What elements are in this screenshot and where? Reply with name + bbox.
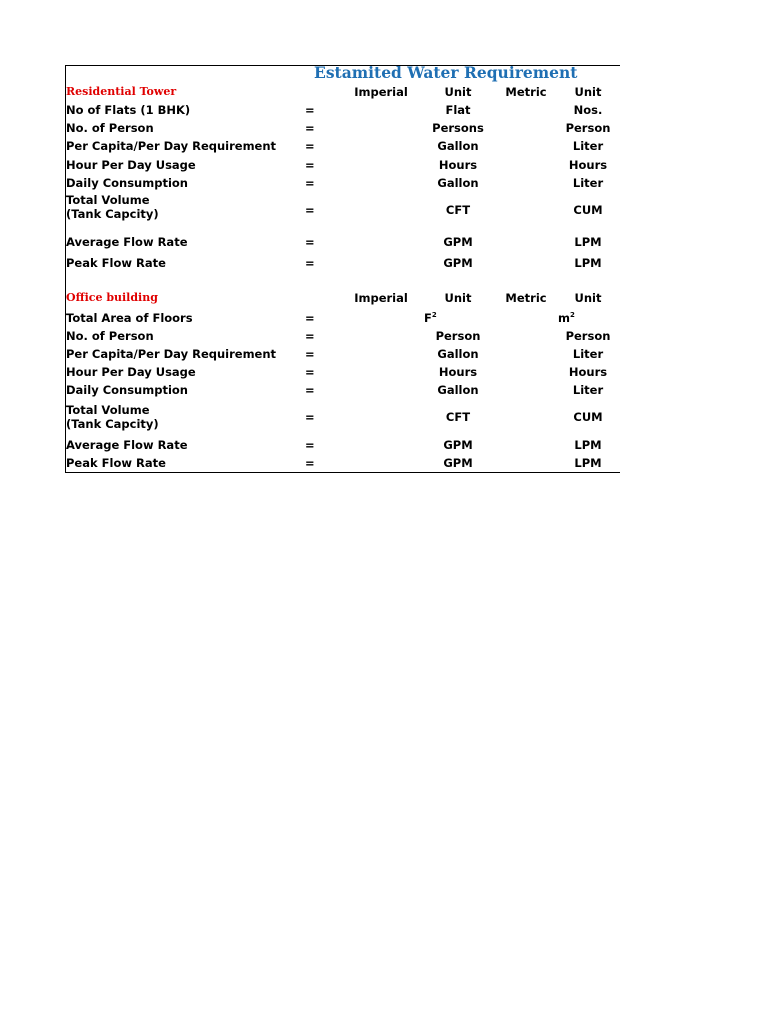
office-unit-metric: LPM — [574, 456, 602, 470]
residential-unit-metric: LPM — [574, 256, 602, 270]
residential-row-label: No. of Person — [66, 121, 154, 135]
residential-row-label: Daily Consumption — [66, 176, 188, 190]
office-unit-imperial: GPM — [443, 456, 473, 470]
office-row-label-sub: (Tank Capcity) — [66, 417, 159, 431]
residential-unit-metric: CUM — [573, 203, 603, 217]
office-unit-imperial: Person — [435, 329, 481, 343]
office-row-label: Hour Per Day Usage — [66, 365, 196, 379]
equals-sign: = — [305, 158, 315, 172]
residential-row-label: Peak Flow Rate — [66, 256, 166, 270]
residential-header-metric: Metric — [505, 85, 547, 99]
residential-unit-imperial: Flat — [445, 103, 471, 117]
equals-sign: = — [305, 235, 315, 249]
equals-sign: = — [305, 203, 315, 217]
equals-sign: = — [305, 410, 315, 424]
office-header-unit-metric: Unit — [574, 291, 602, 305]
equals-sign: = — [305, 456, 315, 470]
office-unit-imperial: Gallon — [437, 383, 479, 397]
residential-unit-imperial: Persons — [432, 121, 484, 135]
office-unit-metric: Hours — [568, 365, 608, 379]
office-row-label: No. of Person — [66, 329, 154, 343]
office-row-label: Total Volume — [66, 403, 150, 417]
equals-sign: = — [305, 365, 315, 379]
residential-section-title: Residential Tower — [66, 85, 177, 98]
office-row-label: Daily Consumption — [66, 383, 188, 397]
residential-unit-imperial: GPM — [443, 256, 473, 270]
equals-sign: = — [305, 329, 315, 343]
office-row-label: Average Flow Rate — [66, 438, 188, 452]
office-unit-imperial: Hours — [438, 365, 478, 379]
office-unit-imperial: GPM — [443, 438, 473, 452]
office-unit-metric: $m^2$ — [558, 311, 575, 325]
residential-row-label: Per Capita/Per Day Requirement — [66, 139, 277, 153]
residential-unit-imperial: CFT — [445, 203, 471, 217]
office-unit-metric: Liter — [572, 383, 604, 397]
office-section-title: Office building — [66, 291, 158, 304]
office-row-label: Peak Flow Rate — [66, 456, 166, 470]
equals-sign: = — [305, 139, 315, 153]
equals-sign: = — [305, 256, 315, 270]
equals-sign: = — [305, 103, 315, 117]
residential-unit-metric: Liter — [572, 139, 604, 153]
office-unit-imperial: CFT — [445, 410, 471, 424]
office-unit-metric: Liter — [572, 347, 604, 361]
office-unit-metric: Person — [565, 329, 611, 343]
residential-header-imperial: Imperial — [354, 85, 408, 99]
equals-sign: = — [305, 438, 315, 452]
office-row-label: Total Area of Floors — [66, 311, 193, 325]
residential-row-label: Average Flow Rate — [66, 235, 188, 249]
equals-sign: = — [305, 347, 315, 361]
residential-unit-imperial: GPM — [443, 235, 473, 249]
office-unit-metric: CUM — [573, 410, 603, 424]
residential-unit-metric: Hours — [568, 158, 608, 172]
residential-unit-metric: Liter — [572, 176, 604, 190]
residential-unit-imperial: Gallon — [437, 176, 479, 190]
residential-row-label: Total Volume — [66, 193, 150, 207]
residential-header-unit: Unit — [444, 85, 472, 99]
residential-row-label-sub: (Tank Capcity) — [66, 207, 159, 221]
equals-sign: = — [305, 383, 315, 397]
equals-sign: = — [305, 176, 315, 190]
residential-row-label: No of Flats (1 BHK) — [66, 103, 191, 117]
office-unit-metric: LPM — [574, 438, 602, 452]
residential-header-unit-metric: Unit — [574, 85, 602, 99]
residential-row-label: Hour Per Day Usage — [66, 158, 196, 172]
office-unit-imperial: $F^2$ — [424, 311, 437, 325]
equals-sign: = — [305, 121, 315, 135]
residential-unit-metric: LPM — [574, 235, 602, 249]
equals-sign: = — [305, 311, 315, 325]
office-header-metric: Metric — [505, 291, 547, 305]
sheet-title: Estamited Water Requirement — [314, 63, 578, 82]
office-row-label: Per Capita/Per Day Requirement — [66, 347, 277, 361]
office-header-imperial: Imperial — [354, 291, 408, 305]
office-header-unit: Unit — [444, 291, 472, 305]
residential-unit-imperial: Gallon — [437, 139, 479, 153]
residential-unit-metric: Nos. — [573, 103, 603, 117]
office-unit-imperial: Gallon — [437, 347, 479, 361]
residential-unit-metric: Person — [565, 121, 611, 135]
residential-unit-imperial: Hours — [438, 158, 478, 172]
